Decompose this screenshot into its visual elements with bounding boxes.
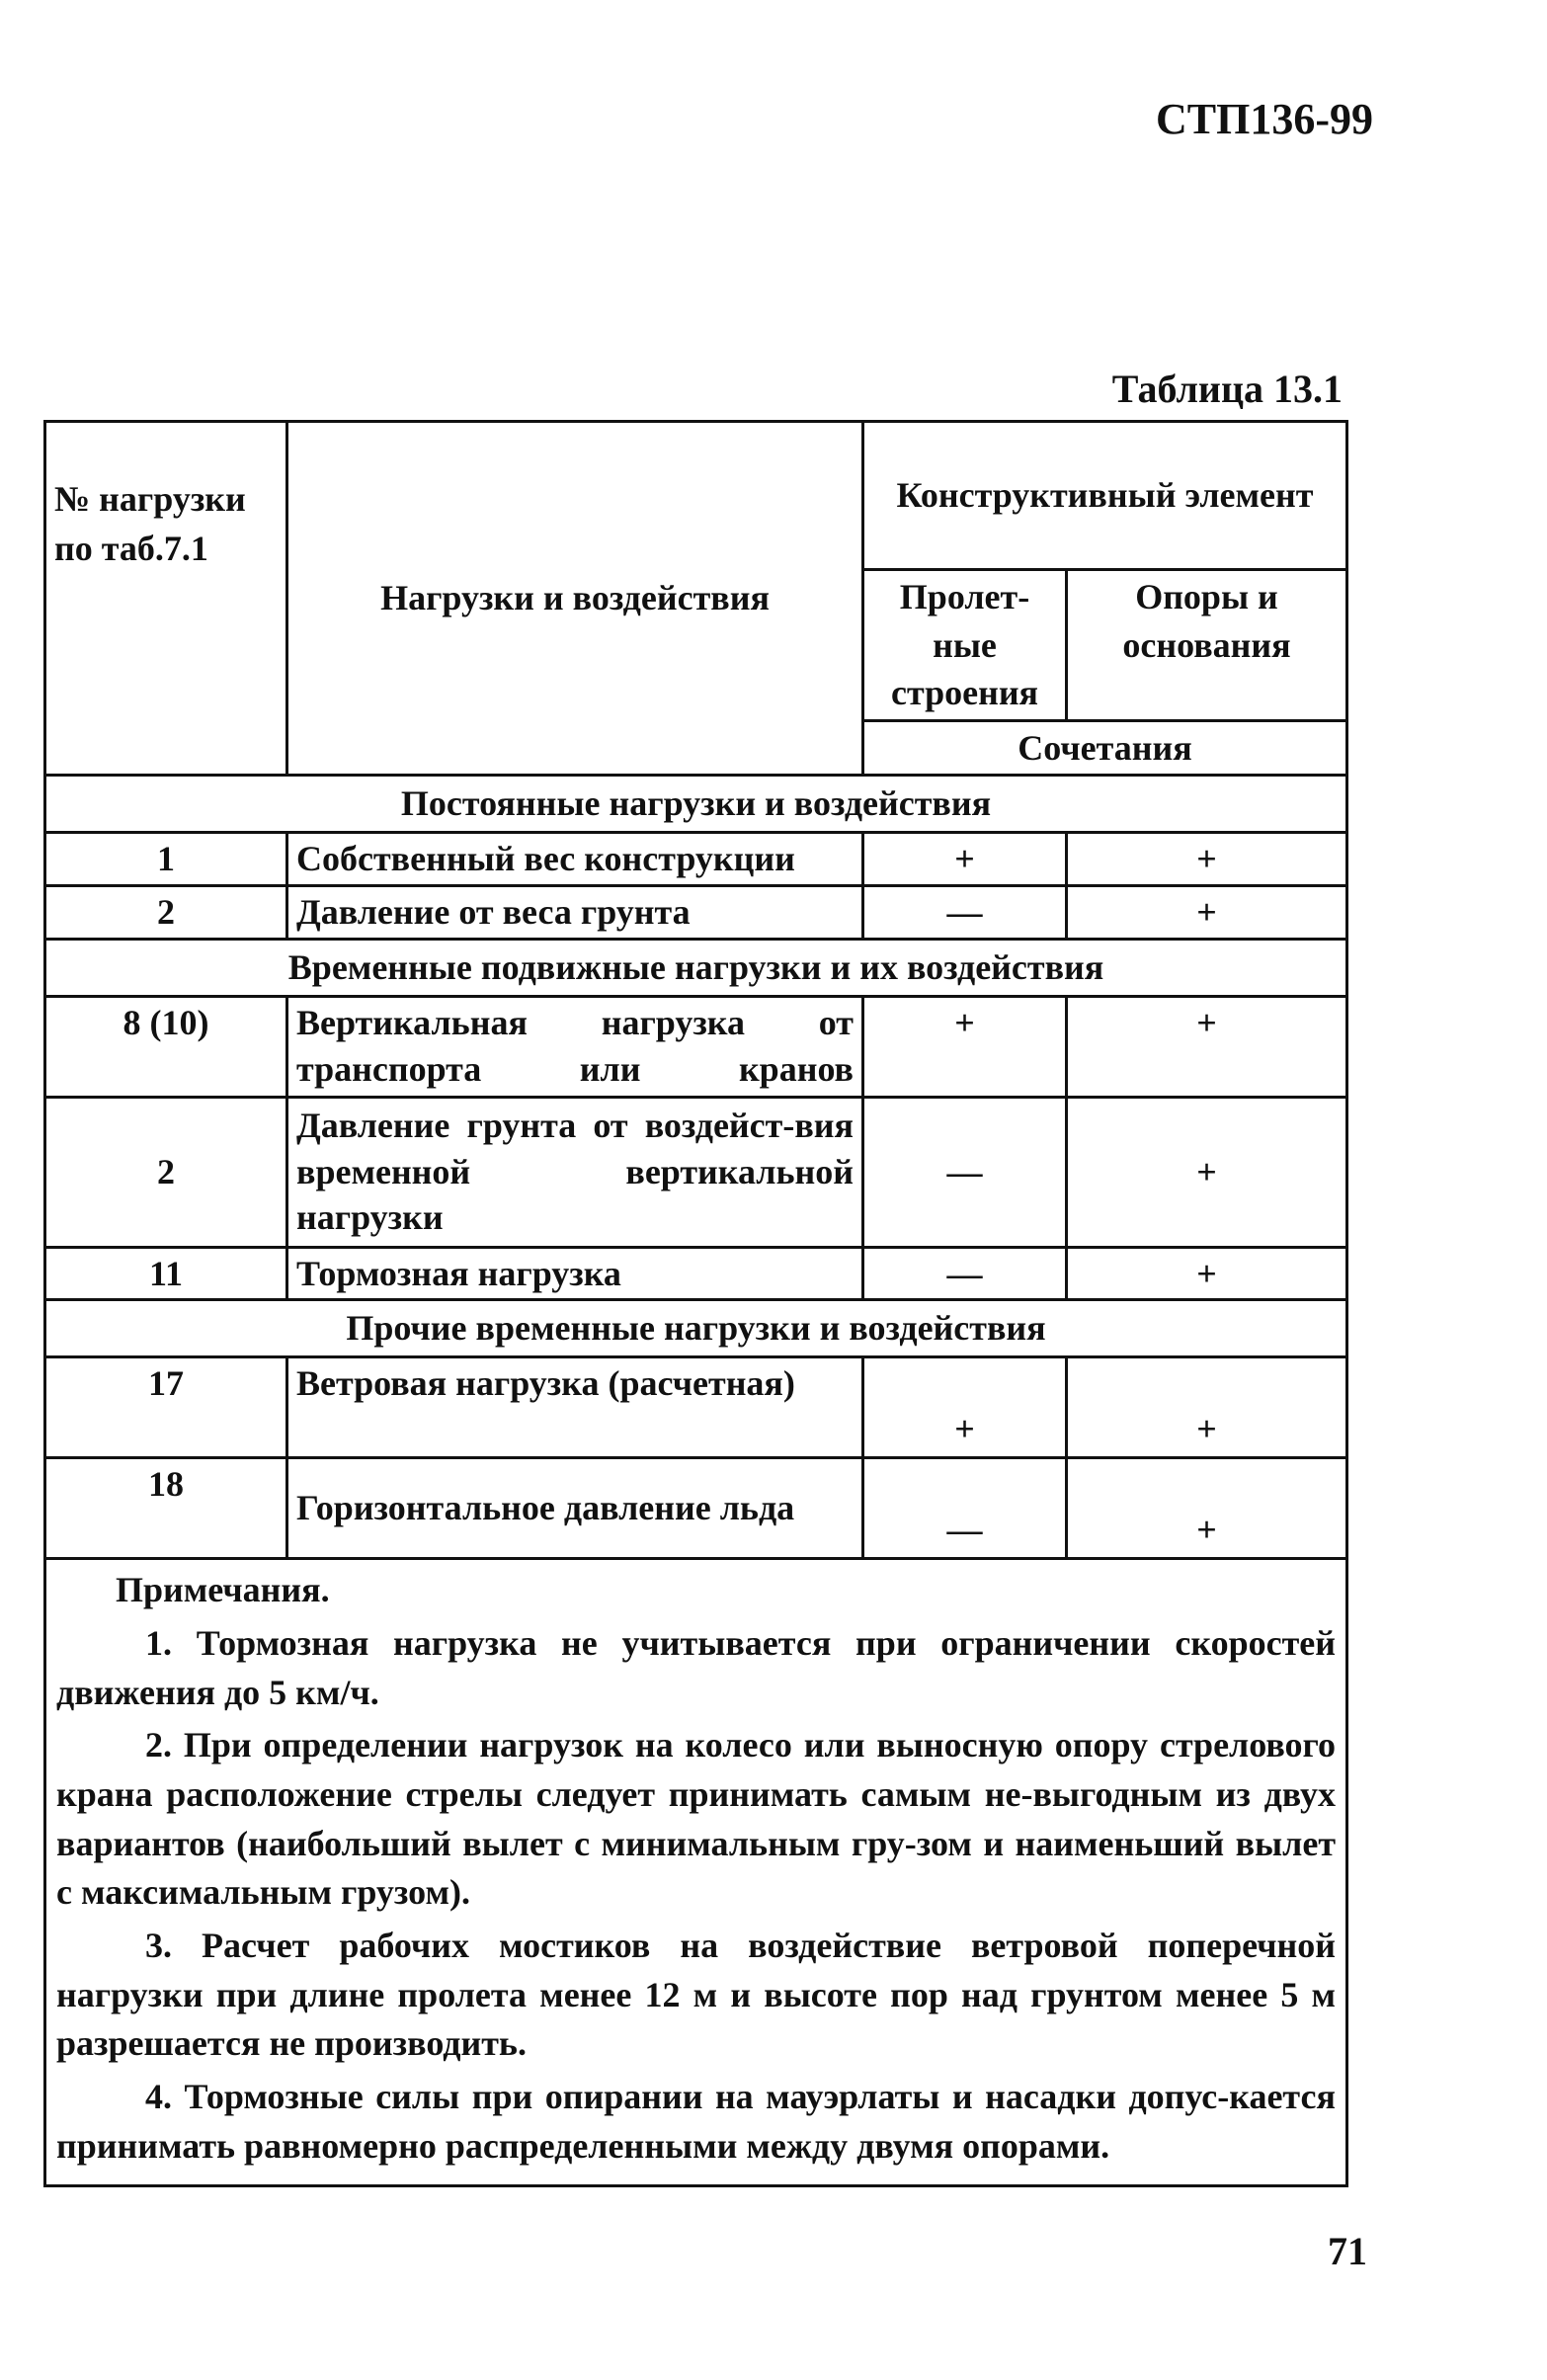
supports-mark: + — [1067, 1097, 1347, 1247]
load-name: Вертикальная нагрузка от транспорта или кранов — [287, 996, 863, 1097]
load-number: 2 — [45, 1097, 287, 1247]
note-item: 4. Тормозные силы при опирании на мауэрлаты и насадки допус-кается принимать равномерно распределенными между двумя опорами. — [56, 2076, 1337, 2166]
spans-mark: + — [863, 1357, 1067, 1458]
section-title: Постоянные нагрузки и воздействия — [45, 776, 1347, 833]
spans-mark: — — [863, 1097, 1067, 1247]
supports-mark: + — [1067, 833, 1347, 886]
load-name: Тормозная нагрузка — [287, 1247, 863, 1300]
load-number: 2 — [45, 885, 287, 939]
header-loads-and-actions: Нагрузки и воздействия — [287, 422, 863, 776]
loads-table — [43, 420, 1348, 2187]
header-combinations: Сочетания — [863, 720, 1347, 776]
table-row — [45, 833, 1347, 886]
load-number: 17 — [45, 1357, 287, 1458]
supports-mark: + — [1067, 1357, 1347, 1458]
section-title: Прочие временные нагрузки и воздействия — [45, 1300, 1347, 1357]
spans-mark: — — [863, 885, 1067, 939]
notes-title: Примечания. — [116, 1570, 330, 1610]
load-number: 8 (10) — [45, 996, 287, 1097]
header-structural-element: Конструктивный элемент — [863, 422, 1347, 570]
document-code: СТП136-99 — [1156, 95, 1373, 143]
spans-mark: + — [863, 996, 1067, 1097]
header-spans: Пролет-ные строения — [863, 570, 1067, 721]
header-load-number: № нагрузки по таб.7.1 — [45, 422, 287, 776]
table-caption: Таблица 13.1 — [1111, 367, 1343, 411]
load-name: Давление грунта от воздейст-вия временной вертикальной нагрузки — [287, 1097, 863, 1247]
table-row — [45, 1097, 1347, 1247]
note-item: 3. Расчет рабочих мостиков на воздействие ветровой поперечной нагрузки при длине пролета менее 12 м и высоте пор над грунтом менее 5 м разрешается не производить. — [56, 1925, 1337, 2064]
table-row — [45, 1458, 1347, 1559]
load-name: Ветровая нагрузка (расчетная) — [287, 1357, 863, 1458]
table-row — [45, 1247, 1347, 1300]
spans-mark: — — [863, 1458, 1067, 1559]
supports-mark: + — [1067, 1458, 1347, 1559]
header-supports: Опоры и основания — [1067, 570, 1347, 721]
supports-mark: + — [1067, 885, 1347, 939]
table-row — [45, 885, 1347, 939]
load-name: Горизонтальное давление льда — [287, 1458, 863, 1559]
note-item: 2. При определении нагрузок на колесо или выносную опору стрелового крана расположение стрелы следует принимать самым не-выгодным из двух вариантов (наибольший вылет с минимальным гру-зом и наименьший вылет с максимальным грузом). — [56, 1725, 1337, 1913]
supports-mark: + — [1067, 996, 1347, 1097]
supports-mark: + — [1067, 1247, 1347, 1300]
load-number: 1 — [45, 833, 287, 886]
note-item: 1. Тормозная нагрузка не учитывается при ограничении скоростей движения до 5 км/ч. — [56, 1622, 1337, 1712]
table-row — [45, 1357, 1347, 1458]
notes-block — [45, 1559, 1347, 2186]
table-row — [45, 996, 1347, 1097]
page-number: 71 — [1328, 2229, 1367, 2273]
load-name: Собственный вес конструкции — [287, 833, 863, 886]
section-title: Временные подвижные нагрузки и их воздействия — [45, 939, 1347, 996]
spans-mark: — — [863, 1247, 1067, 1300]
load-number: 11 — [45, 1247, 287, 1300]
load-name: Давление от веса грунта — [287, 885, 863, 939]
load-number: 18 — [45, 1458, 287, 1559]
spans-mark: + — [863, 833, 1067, 886]
